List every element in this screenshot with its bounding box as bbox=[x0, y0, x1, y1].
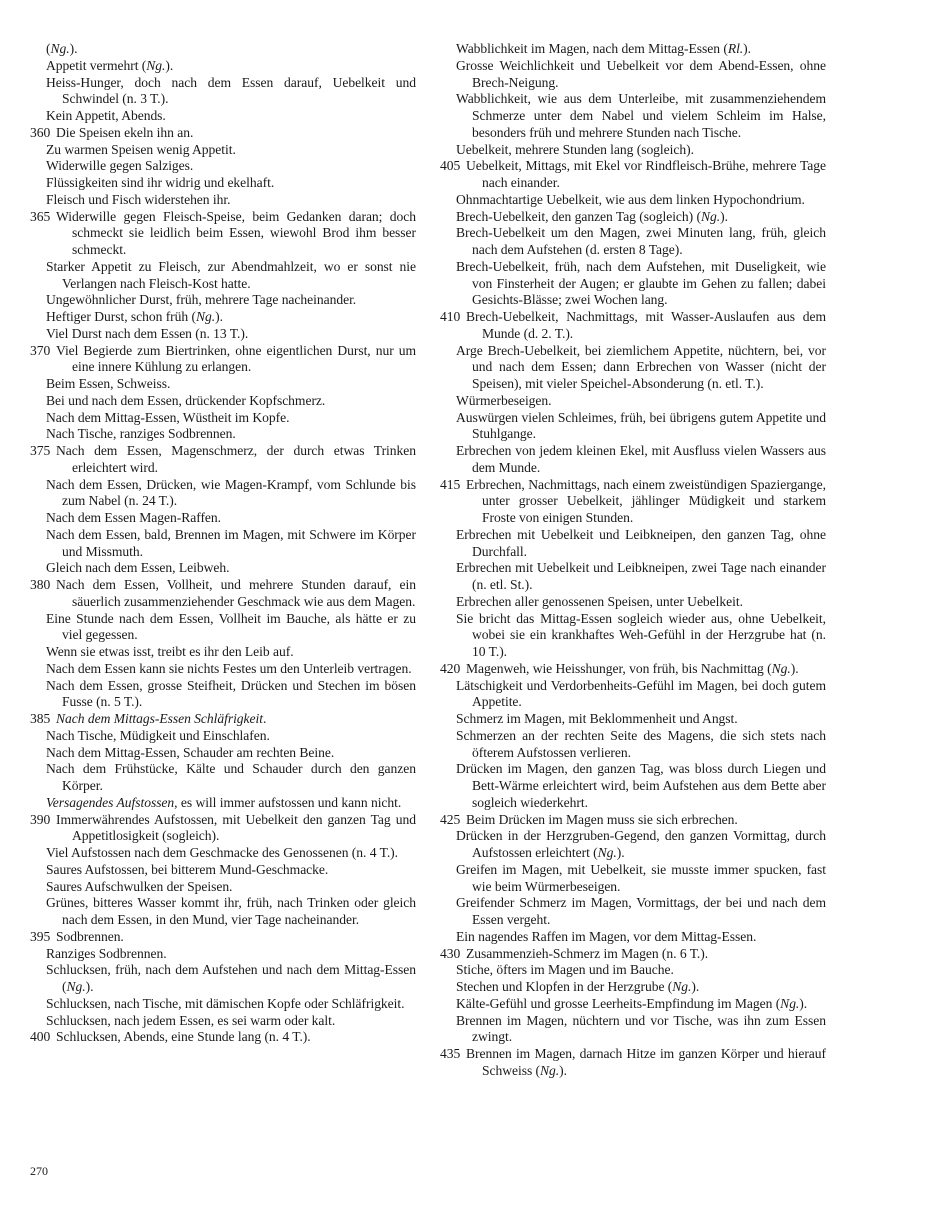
text-run: Brech-Uebelkeit, den ganzen Tag (sogleich) ( bbox=[456, 208, 701, 224]
italic-text: Ng. bbox=[780, 995, 800, 1011]
symptom-entry bbox=[30, 728, 416, 745]
entry-text bbox=[466, 1046, 826, 1080]
text-run: Appetit vermehrt ( bbox=[46, 57, 147, 73]
numbered-entry bbox=[440, 1046, 826, 1080]
text-run: Schlucksen, nach Tische, mit dämischen Kopfe oder Schläfrigkeit. bbox=[46, 995, 405, 1011]
italic-text: Ng. bbox=[597, 845, 617, 860]
symptom-entry bbox=[30, 1013, 416, 1030]
numbered-entry bbox=[440, 946, 826, 963]
symptom-entry bbox=[30, 795, 416, 812]
text-run: Wabblichkeit, wie aus dem Unterleibe, mit zusammenziehendem Schmerze unter dem Nabel und vielem Schleim im Halse, besonders früh und mehrere Stunden nach Tische. bbox=[456, 91, 826, 140]
text-run: Sodbrennen. bbox=[56, 928, 124, 944]
text-run: Wabblichkeit im Magen, nach dem Mittag-Essen ( bbox=[456, 41, 728, 56]
entry-text bbox=[56, 125, 416, 142]
entry-number: 360 bbox=[30, 124, 51, 140]
text-run: Brech-Uebelkeit, Nachmittags, mit Wasser-Auslaufen aus dem Munde (d. 2. T.). bbox=[466, 309, 826, 341]
entry-number: 420 bbox=[440, 660, 461, 676]
text-run: Lätschigkeit und Verdorbenheits-Gefühl im Magen, bei doch gutem Appetite. bbox=[456, 677, 826, 710]
symptom-entry bbox=[440, 929, 826, 946]
italic-text: Ng. bbox=[672, 979, 692, 994]
text-run: Heftiger Durst, schon früh ( bbox=[46, 309, 196, 324]
symptom-entry bbox=[440, 761, 826, 811]
symptom-entry bbox=[440, 611, 826, 661]
text-run: Saures Aufstossen, bei bitterem Mund-Geschmacke. bbox=[46, 861, 329, 877]
text-run: Brennen im Magen, nüchtern und vor Tische, was ihn zum Essen zwingt. bbox=[456, 1012, 826, 1045]
symptom-entry bbox=[30, 41, 416, 58]
italic-text: Ng. bbox=[540, 1062, 560, 1078]
text-run: Nach dem Frühstücke, Kälte und Schauder durch den ganzen Körper. bbox=[46, 761, 416, 793]
numbered-entry bbox=[440, 477, 826, 527]
right-column bbox=[440, 41, 826, 1080]
text-run: Greifender Schmerz im Magen, Vormittags, der bei und nach dem Essen vergeht. bbox=[456, 895, 826, 927]
symptom-entry bbox=[30, 996, 416, 1013]
symptom-entry bbox=[30, 477, 416, 511]
text-run: Nach dem Essen, Magenschmerz, der durch etwas Trinken erleichtert wird. bbox=[56, 443, 416, 475]
text-run: Beim Essen, Schweiss. bbox=[46, 376, 171, 391]
symptom-entry bbox=[440, 962, 826, 979]
symptom-entry bbox=[30, 845, 416, 862]
text-run: Erbrechen von jedem kleinen Ekel, mit Ausfluss vielen Wassers aus dem Munde. bbox=[456, 443, 826, 475]
symptom-entry bbox=[30, 510, 416, 527]
text-run: Nach dem Mittag-Essen, Schauder am rechten Beine. bbox=[46, 744, 335, 760]
symptom-entry bbox=[30, 611, 416, 645]
text-run: Schlucksen, früh, nach dem Aufstehen und nach dem Mittag-Essen ( bbox=[46, 962, 416, 994]
text-run: Viel Begierde zum Biertrinken, ohne eigentlichen Durst, nur um eine innere Kühlung zu erlangen. bbox=[56, 342, 416, 375]
text-run: ). bbox=[69, 41, 78, 56]
symptom-entry bbox=[440, 828, 826, 862]
numbered-entry bbox=[30, 343, 416, 377]
text-run: Viel Aufstossen nach dem Geschmacke des Genossenen (n. 4 T.). bbox=[46, 845, 398, 860]
italic-text: Versagendes Aufstossen bbox=[46, 794, 175, 810]
symptom-entry bbox=[440, 979, 826, 996]
text-run: Nach Tische, Müdigkeit und Einschlafen. bbox=[46, 727, 270, 743]
text-run: Nach dem Mittag-Essen, Wüstheit im Kopfe. bbox=[46, 409, 290, 425]
symptom-entry bbox=[30, 142, 416, 159]
text-run: Nach Tische, ranziges Sodbrennen. bbox=[46, 426, 236, 442]
text-run: ). bbox=[799, 995, 808, 1011]
symptom-entry bbox=[30, 108, 416, 125]
symptom-entry bbox=[440, 91, 826, 141]
symptom-entry bbox=[30, 58, 416, 75]
numbered-entry bbox=[440, 158, 826, 192]
text-run: Erbrechen aller genossenen Speisen, unter Uebelkeit. bbox=[456, 593, 743, 609]
entry-text bbox=[56, 929, 416, 946]
text-run: Brech-Uebelkeit um den Magen, zwei Minuten lang, früh, gleich nach dem Aufstehen (d. ersten 8 Tage). bbox=[456, 225, 826, 257]
page-number: 270 bbox=[30, 1164, 48, 1178]
symptom-entry bbox=[30, 75, 416, 109]
text-run: Brennen im Magen, darnach Hitze im ganzen Körper und hierauf Schweiss ( bbox=[466, 1046, 826, 1078]
text-run: . bbox=[262, 711, 267, 726]
italic-text: Ng. bbox=[771, 660, 791, 676]
text-run: ). bbox=[616, 845, 625, 860]
symptom-entry bbox=[440, 192, 826, 209]
entry-text bbox=[56, 209, 416, 259]
text-run: Uebelkeit, Mittags, mit Ekel vor Rindfleisch-Brühe, mehrere Tage nach einander. bbox=[466, 158, 826, 190]
text-run: Uebelkeit, mehrere Stunden lang (sogleich). bbox=[456, 141, 694, 157]
text-run: Drücken in der Herzgruben-Gegend, den ganzen Vormittag, durch Aufstossen erleichtert ( bbox=[456, 828, 826, 860]
symptom-entry bbox=[30, 527, 416, 561]
text-run: ). bbox=[790, 660, 799, 676]
numbered-entry bbox=[30, 577, 416, 611]
entry-number: 400 bbox=[30, 1029, 51, 1045]
italic-text: Ng. bbox=[146, 57, 166, 73]
entry-number: 385 bbox=[30, 711, 51, 726]
entry-number: 410 bbox=[440, 309, 461, 324]
text-run: Zu warmen Speisen wenig Appetit. bbox=[46, 141, 236, 157]
text-run: Widerwille gegen Salziges. bbox=[46, 158, 194, 174]
symptom-entry bbox=[440, 1013, 826, 1047]
text-run: Die Speisen ekeln ihn an. bbox=[56, 124, 194, 140]
symptom-entry bbox=[30, 426, 416, 443]
numbered-entry bbox=[30, 812, 416, 846]
text-run: Fleisch und Fisch widerstehen ihr. bbox=[46, 191, 231, 207]
symptom-entry bbox=[440, 142, 826, 159]
numbered-entry bbox=[30, 443, 416, 477]
entry-text bbox=[56, 711, 416, 728]
symptom-entry bbox=[30, 376, 416, 393]
entry-number: 380 bbox=[30, 577, 51, 592]
text-run: Starker Appetit zu Fleisch, zur Abendmahlzeit, wo er sonst nie Verlangen nach Fleisch-Kost hatte. bbox=[46, 258, 416, 291]
text-run: Magenweh, wie Heisshunger, von früh, bis Nachmittag ( bbox=[466, 660, 772, 676]
symptom-entry bbox=[440, 41, 826, 58]
entry-number: 365 bbox=[30, 208, 51, 224]
text-run: Nach dem Essen, bald, Brennen im Magen, mit Schwere im Körper und Missmuth. bbox=[46, 526, 416, 559]
entry-text bbox=[56, 343, 416, 377]
text-run: Greifen im Magen, mit Uebelkeit, sie musste immer spucken, fast wie beim Würmerbeseigen. bbox=[456, 861, 826, 894]
numbered-entry bbox=[30, 929, 416, 946]
symptom-entry bbox=[30, 158, 416, 175]
text-run: Stiche, öfters im Magen und im Bauche. bbox=[456, 962, 674, 978]
left-column bbox=[30, 41, 416, 1046]
numbered-entry bbox=[30, 711, 416, 728]
symptom-entry bbox=[30, 192, 416, 209]
entry-text bbox=[466, 309, 826, 343]
text-run: Flüssigkeiten sind ihr widrig und ekelhaft. bbox=[46, 175, 275, 190]
symptom-entry bbox=[440, 410, 826, 444]
symptom-entry bbox=[30, 678, 416, 712]
entry-number: 375 bbox=[30, 443, 51, 458]
entry-number: 395 bbox=[30, 928, 51, 944]
text-run: Zusammenzieh-Schmerz im Magen (n. 6 T.). bbox=[466, 945, 709, 961]
numbered-entry bbox=[440, 661, 826, 678]
symptom-entry bbox=[440, 393, 826, 410]
text-run: ( bbox=[46, 41, 51, 56]
text-run: Schlucksen, nach jedem Essen, es sei warm oder kalt. bbox=[46, 1012, 336, 1028]
entry-number: 390 bbox=[30, 811, 51, 827]
entry-number: 415 bbox=[440, 476, 461, 492]
text-run: Beim Drücken im Magen muss sie sich erbrechen. bbox=[466, 811, 738, 827]
text-run: Nach dem Essen Magen-Raffen. bbox=[46, 510, 222, 525]
text-run: Schlucksen, Abends, eine Stunde lang (n. 4 T.). bbox=[56, 1029, 311, 1045]
italic-text: Nach dem Mittags-Essen Schläfrigkeit bbox=[56, 711, 263, 726]
text-run: Eine Stunde nach dem Essen, Vollheit im Bauche, als hätte er zu viel gegessen. bbox=[46, 610, 416, 643]
symptom-entry bbox=[30, 946, 416, 963]
text-run: ). bbox=[691, 979, 700, 994]
text-run: ). bbox=[85, 979, 94, 994]
symptom-entry bbox=[30, 560, 416, 577]
italic-text: Ng. bbox=[700, 208, 721, 224]
symptom-entry bbox=[440, 560, 826, 594]
symptom-entry bbox=[30, 745, 416, 762]
symptom-entry bbox=[30, 661, 416, 678]
entry-text bbox=[466, 158, 826, 192]
text-run: ). bbox=[165, 57, 174, 73]
text-run: Saures Aufschwulken der Speisen. bbox=[46, 878, 233, 894]
symptom-entry bbox=[440, 58, 826, 92]
numbered-entry bbox=[30, 209, 416, 259]
text-run: Kein Appetit, Abends. bbox=[46, 108, 166, 123]
numbered-entry bbox=[440, 309, 826, 343]
numbered-entry bbox=[30, 1029, 416, 1046]
text-run: Nach dem Essen kann sie nichts Festes um den Unterleib vertragen. bbox=[46, 660, 412, 676]
symptom-entry bbox=[30, 393, 416, 410]
symptom-entry bbox=[30, 259, 416, 293]
entry-text bbox=[466, 661, 826, 678]
text-run: Erbrechen mit Uebelkeit und Leibkneipen, zwei Tage nach einander (n. etl. St.). bbox=[456, 560, 826, 592]
symptom-entry bbox=[30, 292, 416, 309]
italic-text: Ng. bbox=[66, 979, 86, 994]
text-run: Bei und nach dem Essen, drückender Kopfschmerz. bbox=[46, 392, 326, 408]
entry-number: 370 bbox=[30, 342, 51, 358]
text-run: Heiss-Hunger, doch nach dem Essen darauf, Uebelkeit und Schwindel (n. 3 T.). bbox=[46, 74, 416, 107]
text-run: Würmerbeseigen. bbox=[456, 392, 552, 408]
text-run: Ranziges Sodbrennen. bbox=[46, 945, 167, 961]
text-run: Erbrechen, Nachmittags, nach einem zweistündigen Spaziergange, unter grosser Uebelkeit, jählinger Müdigkeit und starkem Froste von einigen Stunden. bbox=[466, 476, 826, 525]
symptom-entry bbox=[440, 594, 826, 611]
symptom-entry bbox=[30, 410, 416, 427]
entry-text bbox=[466, 946, 826, 963]
text-run: Erbrechen mit Uebelkeit und Leibkneipen, den ganzen Tag, ohne Durchfall. bbox=[456, 526, 826, 559]
text-run: ). bbox=[743, 41, 751, 56]
text-run: Brech-Uebelkeit, früh, nach dem Aufstehen, mit Duseligkeit, wie von Finsterheit der Augen; er glaubte im Gehen zu fallen; dabei Gesichts-Blässe; zwei Wochen lang. bbox=[456, 258, 826, 308]
text-run: Wenn sie etwas isst, treibt es ihr den Leib auf. bbox=[46, 644, 294, 659]
text-run: Grosse Weichlichkeit und Uebelkeit vor dem Abend-Essen, ohne Brech-Neigung. bbox=[456, 57, 826, 90]
symptom-entry bbox=[440, 862, 826, 896]
numbered-entry bbox=[30, 125, 416, 142]
text-run: Schmerz im Magen, mit Beklommenheit und Angst. bbox=[456, 711, 738, 726]
entry-text bbox=[56, 443, 416, 477]
text-run: Nach dem Essen, grosse Steifheit, Drücken und Stechen im bösen Fusse (n. 5 T.). bbox=[46, 677, 416, 710]
text-run: Arge Brech-Uebelkeit, bei ziemlichem Appetite, nüchtern, bei, vor und nach dem Essen; dann Erbrechen von Wasser (nicht der Speisen), mit vieler Speichel-Absonderung (n. etl. T.). bbox=[456, 342, 826, 391]
symptom-entry bbox=[30, 895, 416, 929]
symptom-entry bbox=[30, 326, 416, 343]
symptom-entry bbox=[30, 761, 416, 795]
text-run: Widerwille gegen Fleisch-Speise, beim Gedanken daran; doch schmeckt sie leidlich beim Essen, wiewohl Brod ihm besser schmeckt. bbox=[56, 208, 416, 257]
symptom-entry bbox=[440, 678, 826, 712]
symptom-entry bbox=[440, 259, 826, 309]
text-run: Viel Durst nach dem Essen (n. 13 T.). bbox=[46, 325, 249, 341]
symptom-entry bbox=[440, 343, 826, 393]
entry-number: 405 bbox=[440, 158, 461, 174]
entry-number: 435 bbox=[440, 1046, 461, 1061]
symptom-entry bbox=[440, 996, 826, 1013]
entry-number: 430 bbox=[440, 945, 461, 961]
text-run: Gleich nach dem Essen, Leibweh. bbox=[46, 560, 230, 576]
text-run: , es will immer aufstossen und kann nicht. bbox=[174, 794, 402, 810]
symptom-entry bbox=[440, 711, 826, 728]
entry-text bbox=[56, 577, 416, 611]
entry-text bbox=[466, 477, 826, 527]
text-run: ). bbox=[215, 309, 223, 324]
symptom-entry bbox=[30, 175, 416, 192]
text-run: Nach dem Essen, Drücken, wie Magen-Krampf, vom Schlunde bis zum Nabel (n. 24 T.). bbox=[46, 476, 416, 509]
text-run: Immerwährendes Aufstossen, mit Uebelkeit den ganzen Tag und Appetitlosigkeit (sogleich). bbox=[56, 811, 416, 844]
symptom-entry bbox=[440, 443, 826, 477]
entry-text bbox=[56, 1029, 416, 1046]
text-run: Nach dem Essen, Vollheit, und mehrere Stunden darauf, ein säuerlich zusammenziehender Geschmack wie aus dem Magen. bbox=[56, 577, 416, 609]
symptom-entry bbox=[440, 209, 826, 226]
text-run: Stechen und Klopfen in der Herzgrube ( bbox=[456, 979, 673, 994]
text-run: Auswürgen vielen Schleimes, früh, bei übrigens gutem Appetite und Stuhlgange. bbox=[456, 409, 826, 442]
text-run: ). bbox=[720, 208, 728, 224]
symptom-entry bbox=[440, 728, 826, 762]
symptom-entry bbox=[440, 895, 826, 929]
text-run: Sie bricht das Mittag-Essen sogleich wieder aus, ohne Uebelkeit, wobei sie ein krankhaftes Weh-Gefühl in der Herzgrube hat (n. 10 T.). bbox=[456, 610, 826, 659]
text-run: Schmerzen an der rechten Seite des Magens, die sich stets nach öfterem Aufstossen verlieren. bbox=[456, 727, 826, 760]
numbered-entry bbox=[440, 812, 826, 829]
text-run: Grünes, bitteres Wasser kommt ihr, früh, nach Trinken oder gleich nach dem Essen, in den Mund, vier Tage nacheinander. bbox=[46, 895, 416, 927]
symptom-entry bbox=[440, 527, 826, 561]
text-run: Drücken im Magen, den ganzen Tag, was bloss durch Liegen und Bett-Wärme erleichtert wird, beim Aufstehen aus dem Bette aber sogleich wiederkehrt. bbox=[456, 761, 826, 810]
text-run: Ein nagendes Raffen im Magen, vor dem Mittag-Essen. bbox=[456, 928, 757, 944]
symptom-entry bbox=[30, 644, 416, 661]
symptom-entry bbox=[30, 309, 416, 326]
entry-text bbox=[466, 812, 826, 829]
symptom-entry bbox=[30, 962, 416, 996]
italic-text: Ng. bbox=[50, 41, 70, 56]
symptom-entry bbox=[440, 225, 826, 259]
text-run: ). bbox=[559, 1062, 567, 1078]
text-run: Kälte-Gefühl und grosse Leerheits-Empfindung im Magen ( bbox=[456, 995, 781, 1011]
symptom-entry bbox=[30, 879, 416, 896]
symptom-entry bbox=[30, 862, 416, 879]
entry-text bbox=[56, 812, 416, 846]
text-run: Ungewöhnlicher Durst, früh, mehrere Tage nacheinander. bbox=[46, 292, 357, 308]
text-run: Ohnmachtartige Uebelkeit, wie aus dem linken Hypochondrium. bbox=[456, 191, 805, 207]
italic-text: Rl. bbox=[727, 41, 744, 56]
entry-number: 425 bbox=[440, 811, 461, 827]
italic-text: Ng. bbox=[195, 309, 216, 324]
